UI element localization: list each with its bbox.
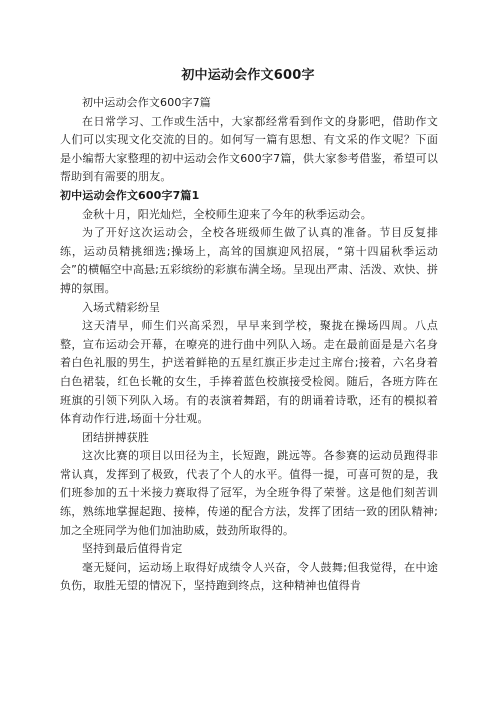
paragraph: 这次比赛的项目以田径为主，长短跑，跳远等。各参赛的运动员跑得非常认真，发挥到了极致，代表了个人的水平。值得一提，可喜可贺的是，我们班参加的五十米接力赛取得了冠军，为全班争得了荣誉。这是他们刻苦训练，熟练地掌握起跑、接棒，传递的配合方法，发挥了团结一致的团队精神;加之全班同学为他们加油助威，鼓劲所取得的。 — [60, 449, 438, 537]
paragraph: 团结拼搏获胜 — [82, 430, 149, 444]
paragraph: 为了开好这次运动会，全校各班级师生做了认真的准备。节目反复排练，运动员精挑细选;操场上，高耸的国旗迎风招展，“第十四届秋季运动会”的横幅空中高悬;五彩缤纷的彩旗布满全场。呈现出严肃、活泼、欢快、拼搏的氛围。 — [60, 226, 438, 295]
document-body — [60, 94, 438, 596]
paragraph: 金秋十月，阳光灿烂，全校师生迎来了今年的秋季运动会。 — [82, 207, 372, 221]
document-title: 初中运动会作文600字 — [181, 68, 315, 83]
paragraph: 这天清早，师生们兴高采烈，早早来到学校，聚拢在操场四周。八点整，宣布运动会开幕，在嘹亮的进行曲中列队入场。走在最前面是是六名身着白色礼服的男生，护送着鲜艳的五星红旗正步走过主席台;接着，六名身着白色裙装，红色长靴的女生，手捧着蓝色校旗接受检阅。随后，各班方阵在班旗的引领下列队入场。有的表演着舞蹈，有的朗诵着诗歌，还有的模拟着体育动作行进,场面十分壮观。 — [60, 319, 438, 426]
paragraph: 初中运动会作文600字7篇 — [82, 96, 211, 109]
paragraph: 入场式精彩纷呈 — [82, 300, 161, 314]
paragraph: 毫无疑问，运动场上取得好成绩令人兴奋，令人鼓舞;但我觉得，在中途负伤，取胜无望的情况下，坚持跑到终点，这种精神也值得肯 — [60, 560, 438, 593]
paragraph: 在日常学习、工作或生活中，大家都经常看到作文的身影吧，借助作文人们可以实现文化交流的目的。如何写一篇有思想、有文采的作文呢？下面是小编帮大家整理的初中运动会作文600字7篇，供大家参考借鉴，希望可以帮助到有需要的朋友。 — [60, 114, 438, 184]
section-heading: 初中运动会作文600字7篇1 — [60, 188, 200, 202]
paragraph: 坚持到最后值得肯定 — [82, 542, 183, 556]
